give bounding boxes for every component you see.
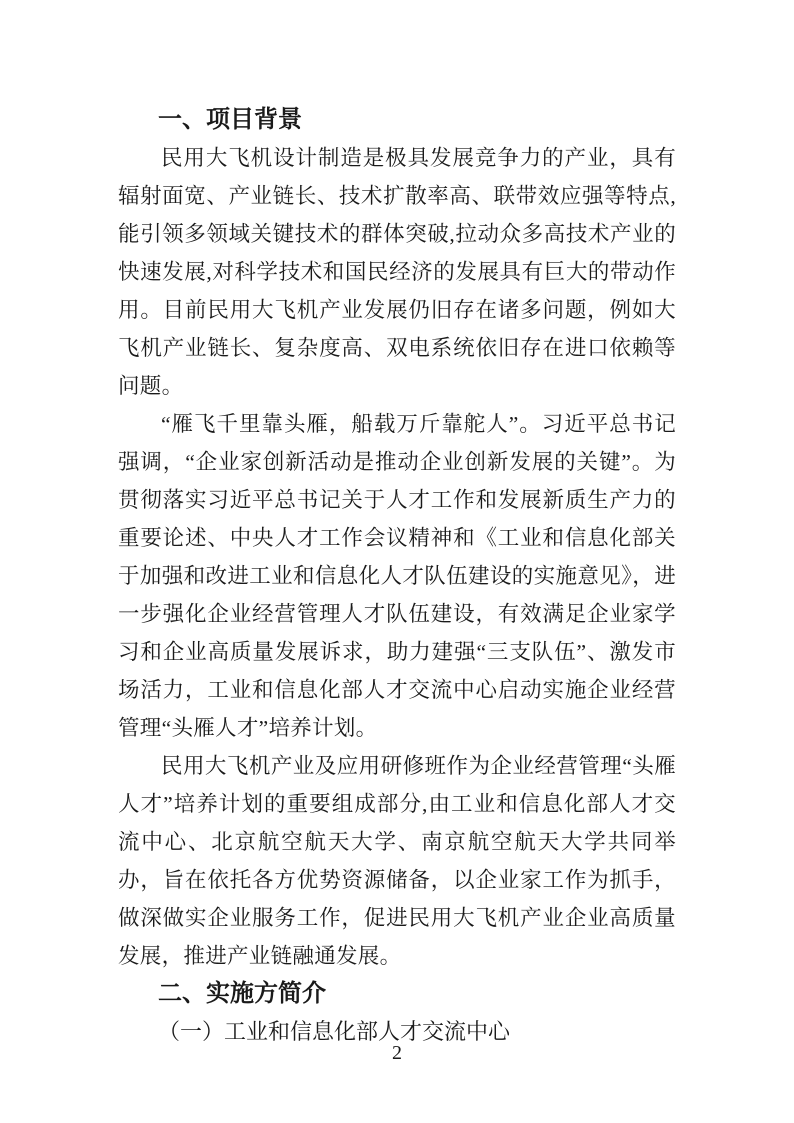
- page-number: 2: [392, 1042, 402, 1064]
- section-heading-implementers: 二、实施方简介: [158, 980, 326, 1007]
- document-content: [118, 101, 676, 1051]
- paragraph-industry-overview: 民用大飞机设计制造是极具发展竞争力的产业，具有辐射面宽、产业链长、技术扩散率高、联带效应强等特点,能引领多领域关键技术的群体突破,拉动众多高技术产业的快速发展,对科学技术和国民经济的发展具有巨大的带动作用。目前民用大飞机产业发展仍旧存在诸多问题，例如大飞机产业链长、复杂度高、双电系统依旧存在进口依赖等问题。: [118, 146, 676, 398]
- paragraph-program-introduction: 民用大飞机产业及应用研修班作为企业经营管理“头雁人才”培养计划的重要组成部分,由工业和信息化部人才交流中心、北京航空航天大学、南京航空航天大学共同举办，旨在依托各方优势资源储备，以企业家工作为抓手，做深做实企业服务工作，促进民用大飞机产业企业高质量发展，推进产业链融通发展。: [118, 754, 676, 968]
- paragraph-policy-context: “雁飞千里靠头雁，船载万斤靠舵人”。习近平总书记强调，“企业家创新活动是推动企业创新发展的关键”。为贯彻落实习近平总书记关于人才工作和发展新质生产力的重要论述、中央人才工作会议精神和《工业和信息化部关于加强和改进工业和信息化人才队伍建设的实施意见》，进一步强化企业经营管理人才队伍建设，有效满足企业家学习和企业高质量发展诉求，助力建强“三支队伍”、激发市场活力，工业和信息化部人才交流中心启动实施企业经营管理“头雁人才”培养计划。: [118, 412, 676, 740]
- subsection-heading-miit-talent-center: （一）工业和信息化部人才交流中心: [158, 1019, 511, 1044]
- section-heading-project-background: 一、项目背景: [158, 106, 302, 133]
